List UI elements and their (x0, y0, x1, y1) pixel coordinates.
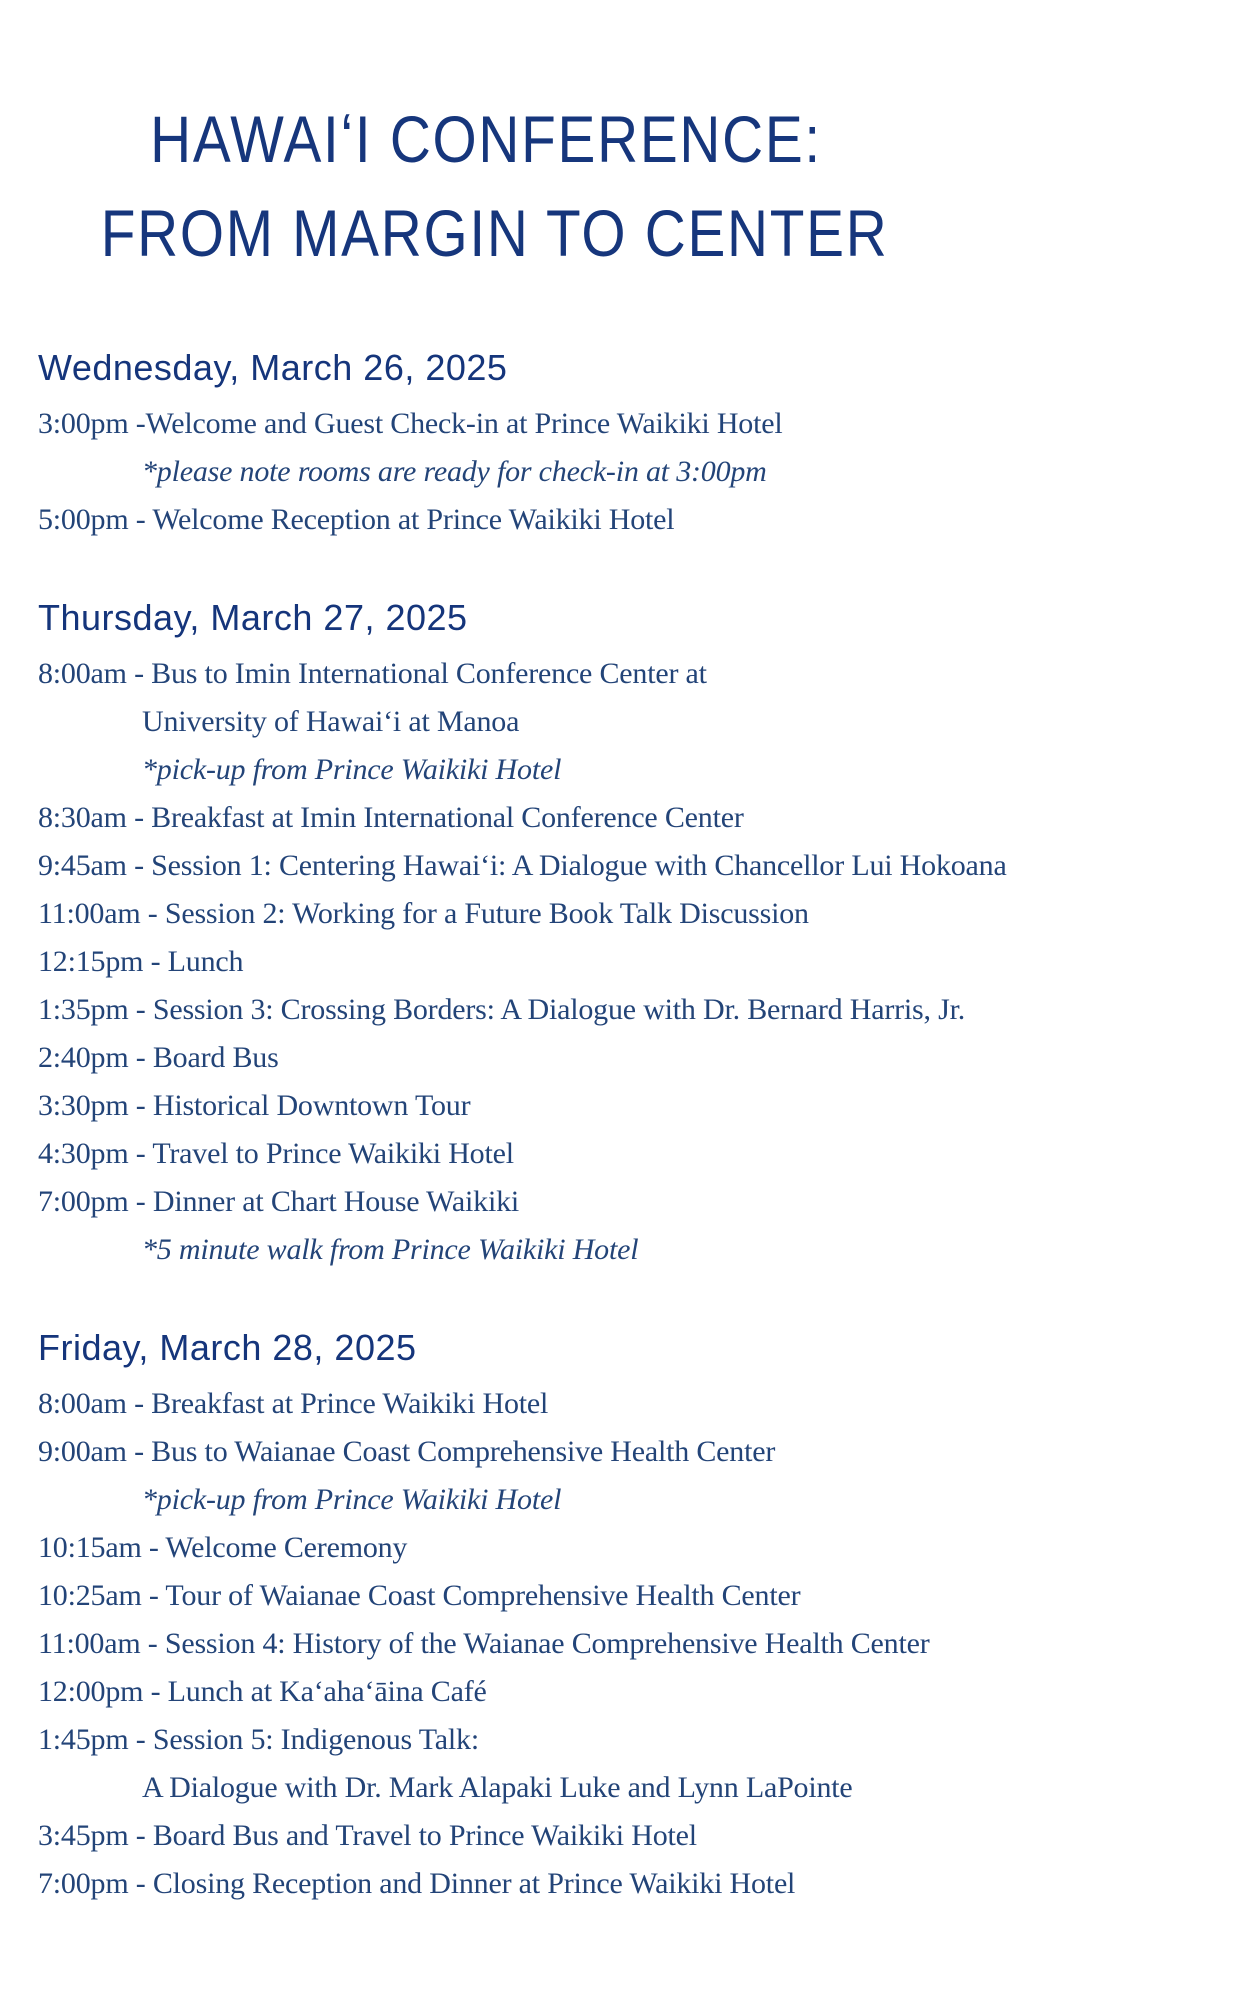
schedule-item: 8:00am - Bus to Imin International Conference Center at (38, 657, 707, 690)
schedule-item: 4:30pm - Travel to Prince Waikiki Hotel (38, 1137, 514, 1170)
schedule-item: 7:00pm - Dinner at Chart House Waikiki (38, 1185, 520, 1218)
day-section (38, 1326, 1250, 1908)
day-sections (38, 346, 1250, 1908)
schedule-item: 10:15am - Welcome Ceremony (38, 1531, 408, 1564)
page-title-line2: FROM MARGIN TO CENTER (100, 196, 889, 270)
day-heading: Friday, March 28, 2025 (38, 1327, 417, 1368)
schedule-item: *pick-up from Prince Waikiki Hotel (142, 1483, 562, 1516)
schedule-item: University of Hawaiʻi at Manoa (142, 705, 520, 738)
schedule-item: 3:30pm - Historical Downtown Tour (38, 1089, 471, 1122)
day-heading: Wednesday, March 26, 2025 (38, 347, 508, 388)
schedule-item: 1:35pm - Session 3: Crossing Borders: A Dialogue with Dr. Bernard Harris, Jr. (38, 993, 966, 1026)
schedule-item: 9:00am - Bus to Waianae Coast Comprehensive Health Center (38, 1435, 776, 1468)
schedule-item: A Dialogue with Dr. Mark Alapaki Luke and Lynn LaPointe (142, 1771, 853, 1804)
day-items (38, 1380, 1250, 1908)
schedule-item: 12:00pm - Lunch at Kaʻahaʻāina Café (38, 1675, 487, 1708)
schedule-item: 11:00am - Session 4: History of the Waianae Comprehensive Health Center (38, 1627, 930, 1660)
schedule-item: 8:30am - Breakfast at Imin International Conference Center (38, 801, 744, 834)
page-title (38, 92, 934, 280)
schedule-item: 7:00pm - Closing Reception and Dinner at Prince Waikiki Hotel (38, 1867, 796, 1900)
day-items (38, 650, 1250, 1274)
schedule-item: 2:40pm - Board Bus (38, 1041, 279, 1074)
schedule-item: 9:45am - Session 1: Centering Hawaiʻi: A Dialogue with Chancellor Lui Hokoana (38, 849, 1007, 882)
schedule-item: 5:00pm - Welcome Reception at Prince Waikiki Hotel (38, 503, 675, 536)
schedule-item: 11:00am - Session 2: Working for a Future Book Talk Discussion (38, 897, 809, 930)
day-heading: Thursday, March 27, 2025 (38, 597, 468, 638)
page-title-line1: HAWAIʻI CONFERENCE: (150, 102, 822, 176)
schedule-item: *please note rooms are ready for check-in at 3:00pm (142, 455, 767, 488)
schedule-item: 3:45pm - Board Bus and Travel to Prince Waikiki Hotel (38, 1819, 697, 1852)
schedule-item: 1:45pm - Session 5: Indigenous Talk: (38, 1723, 479, 1756)
schedule-item: 8:00am - Breakfast at Prince Waikiki Hotel (38, 1387, 549, 1420)
schedule-item: *5 minute walk from Prince Waikiki Hotel (142, 1233, 639, 1266)
schedule-item: *pick-up from Prince Waikiki Hotel (142, 753, 562, 786)
schedule-item: 10:25am - Tour of Waianae Coast Comprehensive Health Center (38, 1579, 801, 1612)
schedule-item: 12:15pm - Lunch (38, 945, 244, 978)
day-items (38, 400, 1250, 544)
schedule-item: 3:00pm -Welcome and Guest Check-in at Prince Waikiki Hotel (38, 407, 783, 440)
day-section (38, 596, 1250, 1274)
day-section (38, 346, 1250, 544)
